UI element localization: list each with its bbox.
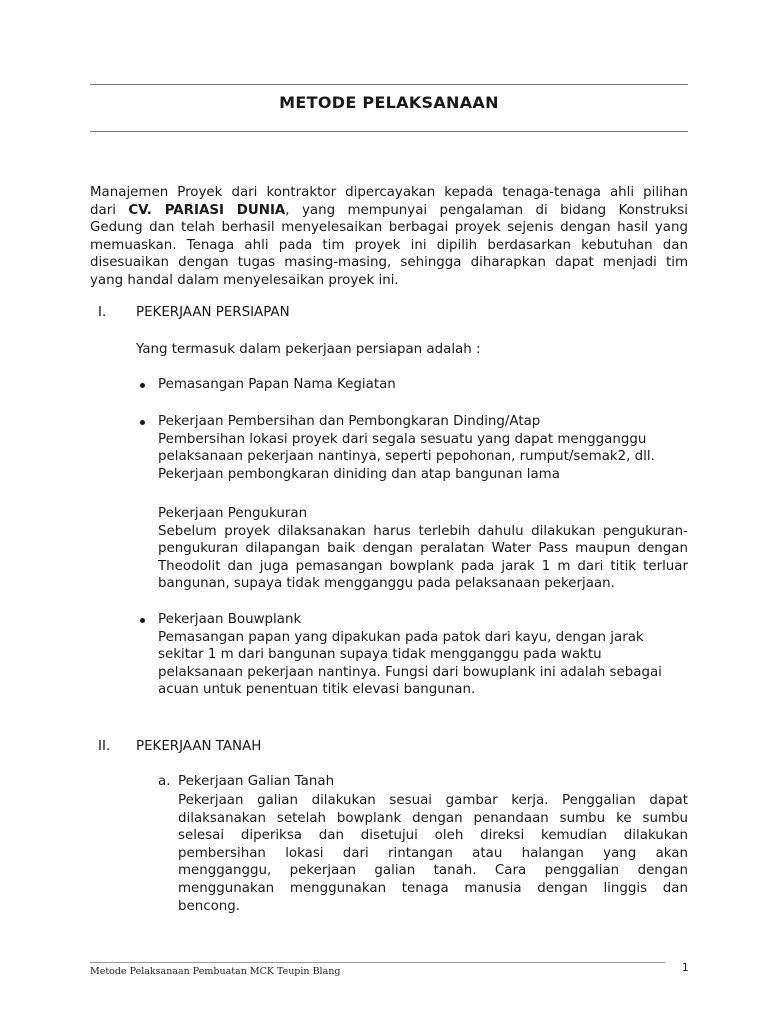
intro-paragraph [90, 184, 688, 290]
bullet-2-line: Pekerjaan pembongkaran diniding dan atap bangunan lama [158, 466, 560, 482]
bullet-2-title: Pekerjaan Pembersihan dan Pembongkaran Dinding/Atap [158, 414, 541, 429]
section-number: II. [98, 739, 111, 754]
intro-text: , yang mempunyai pengalaman di bidang Konstruksi [285, 202, 688, 218]
bullet-2-line: Pembersihan lokasi proyek dari segala sesuatu yang dapat mengganggu [158, 431, 647, 447]
section-title: PEKERJAAN TANAH [136, 739, 262, 754]
intro-line: yang handal dalam menyelesaikan proyek ini. [90, 272, 399, 288]
bullet-3-line: Pemasangan papan yang dipakukan pada patok dari kayu, dengan jarak [158, 629, 644, 645]
item-a-title: Pekerjaan Galian Tanah [178, 774, 335, 789]
bullet-2-line: pelaksanaan pekerjaan nantinya, seperti pepohonan, rumput/semak2, dll. [158, 449, 655, 465]
footer-rule [90, 962, 665, 963]
bullet-1-text: Pemasangan Papan Nama Kegiatan [158, 377, 396, 392]
section-title: PEKERJAAN PERSIAPAN [136, 305, 290, 320]
bullet-2-block [158, 413, 688, 483]
bullet-3-line: sekitar 1 m dari bangunan supaya tidak mengganggu pada waktu [158, 647, 602, 663]
intro-text: dari [90, 202, 129, 218]
company-name: CV. PARIASI DUNIA [128, 202, 286, 218]
measurement-line: Theodolit dan juga pemasangan bowplank pada jarak 1 m dari titik terluar [158, 558, 688, 574]
measurement-line: pengukuran dilapangan baik dengan peralatan Water Pass maupun dengan [158, 541, 688, 557]
item-a-line: dilaksanakan setelah bowplank dengan penandaan sumbu ke sumbu [178, 810, 688, 826]
page-number: 1 [682, 962, 689, 974]
footer-text: Metode Pelaksanaan Pembuatan MCK Teupin Blang [90, 966, 341, 977]
item-a-line: bencong. [178, 898, 241, 914]
bullet-3-title: Pekerjaan Bouwplank [158, 612, 302, 627]
intro-line: disesuaikan dengan tugas masing-masing, sehingga diharapkan dapat menjadi tim [90, 255, 688, 271]
item-a-line: mengganggu, pekerjaan galian tanah. Cara penggalian dengan [178, 863, 688, 879]
measurement-line: bangunan, supaya tidak mengganggu pada pelaksanaan pekerjaan. [158, 576, 615, 592]
bullet-3-line: acuan untuk penentuan titik elevasi bangunan. [158, 682, 476, 698]
item-a-marker: a. [158, 774, 171, 789]
bullet-icon [140, 420, 145, 425]
intro-line: Gedung dan telah berhasil menyelesaikan berbagai proyek sejenis dengan hasil yang [90, 220, 688, 236]
measurement-block [158, 505, 688, 593]
intro-line [90, 202, 688, 220]
measurement-title: Pekerjaan Pengukuran [158, 506, 308, 521]
section-1-heading [90, 305, 490, 323]
bullet-icon [140, 383, 145, 388]
item-a-line: selesai diperiksa dan disetujui oleh direksi kemudian dilakukan [178, 828, 688, 844]
bullet-3-line: pelaksanaan pekerjaan nantinya. Fungsi dari bowuplank ini adalah sebagai [158, 664, 662, 680]
bullet-3-block [158, 611, 688, 699]
title-bottom-rule [90, 131, 688, 132]
item-a-line: pembersihan lokasi dari rintangan atau halangan yang akan [178, 845, 688, 861]
document-title: METODE PELAKSANAAN [279, 93, 499, 112]
bullet-icon [140, 618, 145, 623]
measurement-line: Sebelum proyek dilaksanakan harus terlebih dahulu dilakukan pengukuran- [158, 523, 688, 539]
intro-line: memuaskan. Tenaga ahli pada tim proyek ini dipilih berdasarkan kebutuhan dan [90, 237, 688, 253]
section-1-lead: Yang termasuk dalam pekerjaan persiapan adalah : [136, 342, 481, 357]
intro-line: Manajemen Proyek dari kontraktor dipercayakan kepada tenaga-tenaga ahli pilihan [90, 185, 688, 200]
item-a-body [178, 792, 688, 915]
section-2-heading [90, 739, 490, 757]
title-top-rule [90, 84, 688, 85]
item-a-line: Pekerjaan galian dilakukan sesuai gambar kerja. Penggalian dapat [178, 793, 688, 808]
item-a-line: menggunakan menggunakan tenaga manusia dengan linggis dan [178, 880, 688, 896]
section-number: I. [98, 305, 107, 320]
